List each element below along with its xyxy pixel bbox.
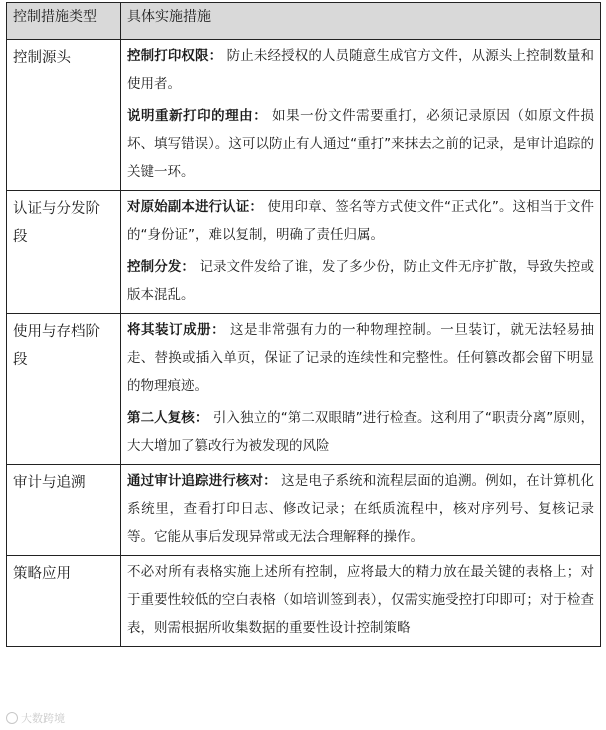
detail-text: 如果一份文件需要重打，必须记录原因（如原文件损坏、填写错误）。这可以防止有人通过“重打”来抹去之前的记录，是审计追踪的关键一环。	[127, 108, 595, 180]
row-type-certification: 认证与分发阶段	[7, 191, 121, 314]
row-detail-source	[121, 40, 601, 191]
table-row	[7, 191, 601, 314]
detail-text: 使用印章、签名等方式使文件“正式化”。这相当于文件的“身份证”，难以复制，明确了责任归属。	[127, 199, 594, 243]
row-detail-audit	[121, 465, 601, 556]
detail-text: 记录文件发给了谁，发了多少份，防止文件无序扩散，导致失控或版本混乱。	[127, 259, 595, 303]
detail-text: 引入独立的“第二双眼睛”进行检查。这利用了“职责分离”原则，大大增加了篡改行为被发现的风险	[127, 410, 594, 454]
detail-keyword: 第二人复核：	[127, 410, 209, 426]
detail-item	[127, 467, 594, 551]
row-detail-usage	[121, 314, 601, 465]
row-type-usage: 使用与存档阶段	[7, 314, 121, 465]
header-measure-detail: 具体实施措施	[121, 3, 601, 40]
watermark-logo-icon	[6, 712, 18, 724]
detail-text: 这是电子系统和流程层面的追溯。例如，在计算机化系统里，查看打印日志、修改记录；在纸质流程中，核对序列号、复核记录等。它能从事后发现异常或无法合理解释的操作。	[127, 473, 595, 545]
detail-text: 防止未经授权的人员随意生成官方文件，从源头上控制数量和使用者。	[127, 48, 595, 92]
table-row	[7, 465, 601, 556]
detail-text: 不必对所有表格实施上述所有控制，应将最大的精力放在最关键的表格上；对于重要性较低的空白表格（如培训签到表），仅需实施受控打印即可；对于检查表，则需根据所收集数据的重要性设计控制策略	[127, 564, 594, 636]
row-type-strategy: 策略应用	[7, 556, 121, 647]
detail-keyword: 对原始副本进行认证：	[127, 199, 263, 215]
detail-text: 这是非常强有力的一种物理控制。一旦装订，就无法轻易抽走、替换或插入单页，保证了记录的连续性和完整性。任何篡改都会留下明显的物理痕迹。	[127, 322, 595, 394]
table-row	[7, 314, 601, 465]
table-row	[7, 40, 601, 191]
detail-item	[127, 102, 594, 186]
detail-item	[127, 316, 594, 400]
table-header-row	[7, 3, 601, 40]
detail-keyword: 控制分发：	[127, 259, 196, 275]
detail-keyword: 控制打印权限：	[127, 48, 223, 64]
watermark-text: 大数跨境	[21, 712, 65, 725]
detail-item	[127, 404, 594, 460]
detail-item	[127, 558, 594, 642]
control-measures-table	[6, 2, 601, 647]
watermark	[6, 710, 65, 726]
table-row	[7, 556, 601, 647]
detail-keyword: 通过审计追踪进行核对：	[127, 473, 277, 489]
header-measure-type: 控制措施类型	[7, 3, 121, 40]
detail-item	[127, 42, 594, 98]
detail-item	[127, 253, 594, 309]
detail-keyword: 将其装订成册：	[127, 322, 226, 338]
row-detail-strategy	[121, 556, 601, 647]
detail-item	[127, 193, 594, 249]
detail-keyword: 说明重新打印的理由：	[127, 108, 268, 124]
row-type-audit: 审计与追溯	[7, 465, 121, 556]
row-detail-certification	[121, 191, 601, 314]
row-type-source: 控制源头	[7, 40, 121, 191]
